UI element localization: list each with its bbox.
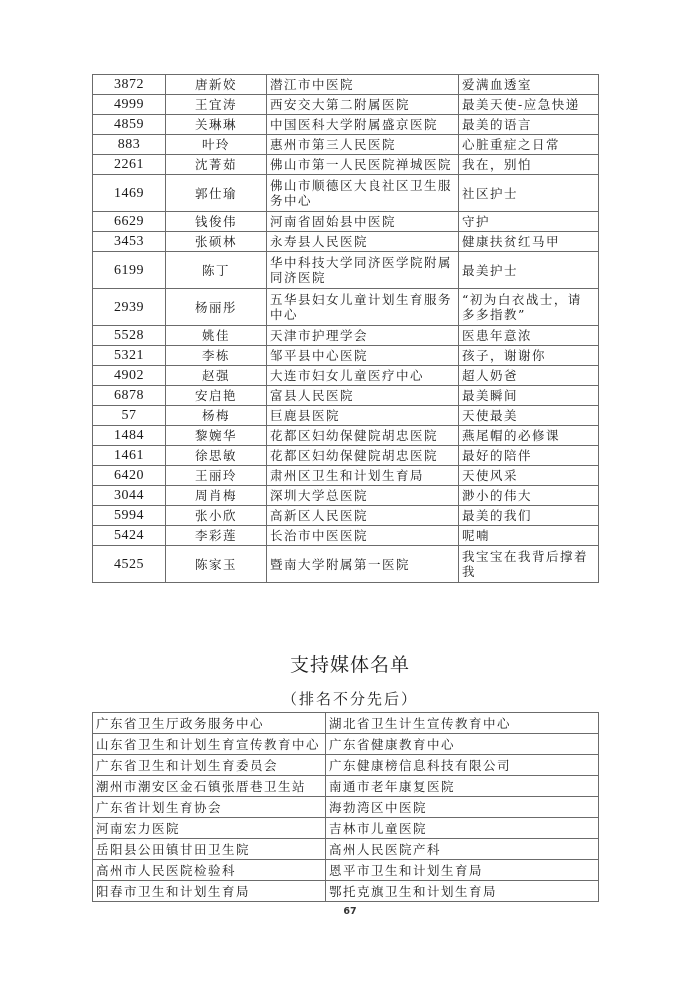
work-title-cell: 最美的语言 bbox=[459, 115, 599, 135]
organization-cell: 佛山市第一人民医院禅城医院 bbox=[267, 155, 459, 175]
media-name-cell: 河南宏力医院 bbox=[93, 818, 326, 839]
media-name-cell: 广东省计划生育协会 bbox=[93, 797, 326, 818]
work-title-cell: 最美瞬间 bbox=[459, 386, 599, 406]
table-row bbox=[93, 386, 599, 406]
entry-id-cell: 6199 bbox=[93, 252, 166, 289]
table-row bbox=[93, 486, 599, 506]
work-title-cell: 我在，别怕 bbox=[459, 155, 599, 175]
entry-id-cell: 5994 bbox=[93, 506, 166, 526]
table-row bbox=[93, 466, 599, 486]
organization-cell: 西安交大第二附属医院 bbox=[267, 95, 459, 115]
media-name-cell: 广东省健康教育中心 bbox=[326, 734, 599, 755]
work-title-cell: 医患年意浓 bbox=[459, 326, 599, 346]
entry-id-cell: 1484 bbox=[93, 426, 166, 446]
entry-id-cell: 1461 bbox=[93, 446, 166, 466]
table-row bbox=[93, 818, 599, 839]
organization-cell: 肃州区卫生和计划生育局 bbox=[267, 466, 459, 486]
name-cell: 安启艳 bbox=[166, 386, 267, 406]
media-name-cell: 湖北省卫生计生宣传教育中心 bbox=[326, 713, 599, 734]
organization-cell: 花都区妇幼保健院胡忠医院 bbox=[267, 426, 459, 446]
table-row bbox=[93, 406, 599, 426]
name-cell: 杨丽彤 bbox=[166, 289, 267, 326]
work-title-cell: 天使风采 bbox=[459, 466, 599, 486]
name-cell: 张硕林 bbox=[166, 232, 267, 252]
organization-cell: 长治市中医医院 bbox=[267, 526, 459, 546]
entry-id-cell: 6420 bbox=[93, 466, 166, 486]
table-row bbox=[93, 289, 599, 326]
entry-id-cell: 2261 bbox=[93, 155, 166, 175]
entry-id-cell: 2939 bbox=[93, 289, 166, 326]
entry-id-cell: 5528 bbox=[93, 326, 166, 346]
work-title-cell: 渺小的伟大 bbox=[459, 486, 599, 506]
name-cell: 叶玲 bbox=[166, 135, 267, 155]
name-cell: 赵强 bbox=[166, 366, 267, 386]
table-row bbox=[93, 175, 599, 212]
media-name-cell: 恩平市卫生和计划生育局 bbox=[326, 860, 599, 881]
entry-id-cell: 6629 bbox=[93, 212, 166, 232]
entry-id-cell: 3872 bbox=[93, 75, 166, 95]
organization-cell: 邹平县中心医院 bbox=[267, 346, 459, 366]
entry-id-cell: 883 bbox=[93, 135, 166, 155]
table-row bbox=[93, 713, 599, 734]
table-row bbox=[93, 839, 599, 860]
organization-cell: 富县人民医院 bbox=[267, 386, 459, 406]
media-name-cell: 广东省卫生厅政务服务中心 bbox=[93, 713, 326, 734]
organization-cell: 大连市妇女儿童医疗中心 bbox=[267, 366, 459, 386]
name-cell: 关琳琳 bbox=[166, 115, 267, 135]
organization-cell: 佛山市顺德区大良社区卫生服务中心 bbox=[267, 175, 459, 212]
name-cell: 杨梅 bbox=[166, 406, 267, 426]
name-cell: 唐新姣 bbox=[166, 75, 267, 95]
work-title-cell: 孩子，谢谢你 bbox=[459, 346, 599, 366]
name-cell: 李彩莲 bbox=[166, 526, 267, 546]
entry-id-cell: 5321 bbox=[93, 346, 166, 366]
work-title-cell: 超人奶爸 bbox=[459, 366, 599, 386]
organization-cell: 中国医科大学附属盛京医院 bbox=[267, 115, 459, 135]
organization-cell: 巨鹿县医院 bbox=[267, 406, 459, 426]
work-title-cell: 我宝宝在我背后撑着我 bbox=[459, 546, 599, 583]
organization-cell: 高新区人民医院 bbox=[267, 506, 459, 526]
work-title-cell: 守护 bbox=[459, 212, 599, 232]
organization-cell: 暨南大学附属第一医院 bbox=[267, 546, 459, 583]
table-row bbox=[93, 881, 599, 902]
table-row bbox=[93, 75, 599, 95]
name-cell: 陈家玉 bbox=[166, 546, 267, 583]
work-title-cell: 燕尾帽的必修课 bbox=[459, 426, 599, 446]
name-cell: 陈丁 bbox=[166, 252, 267, 289]
page-number: 67 bbox=[343, 906, 357, 917]
media-name-cell: 山东省卫生和计划生育宣传教育中心 bbox=[93, 734, 326, 755]
media-name-cell: 高州市人民医院检验科 bbox=[93, 860, 326, 881]
organization-cell: 潜江市中医院 bbox=[267, 75, 459, 95]
name-cell: 沈菁茹 bbox=[166, 155, 267, 175]
name-cell: 周肖梅 bbox=[166, 486, 267, 506]
table-row bbox=[93, 426, 599, 446]
entry-id-cell: 57 bbox=[93, 406, 166, 426]
media-name-cell: 吉林市儿童医院 bbox=[326, 818, 599, 839]
organization-cell: 惠州市第三人民医院 bbox=[267, 135, 459, 155]
organization-cell: 华中科技大学同济医学院附属同济医院 bbox=[267, 252, 459, 289]
table-row bbox=[93, 546, 599, 583]
media-name-cell: 鄂托克旗卫生和计划生育局 bbox=[326, 881, 599, 902]
work-title-cell: “初为白衣战士，请多多指教” bbox=[459, 289, 599, 326]
table-row bbox=[93, 506, 599, 526]
table-row bbox=[93, 797, 599, 818]
table-row bbox=[93, 212, 599, 232]
name-cell: 张小欣 bbox=[166, 506, 267, 526]
entry-id-cell: 3453 bbox=[93, 232, 166, 252]
media-name-cell: 岳阳县公田镇甘田卫生院 bbox=[93, 839, 326, 860]
table-row bbox=[93, 95, 599, 115]
media-name-cell: 广东省卫生和计划生育委员会 bbox=[93, 755, 326, 776]
work-title-cell: 最美天使-应急快递 bbox=[459, 95, 599, 115]
winners-table bbox=[92, 74, 599, 583]
organization-cell: 天津市护理学会 bbox=[267, 326, 459, 346]
entry-id-cell: 3044 bbox=[93, 486, 166, 506]
media-list-subtitle: （排名不分先后） bbox=[281, 690, 418, 708]
entry-id-cell: 4525 bbox=[93, 546, 166, 583]
table-row bbox=[93, 326, 599, 346]
entry-id-cell: 4859 bbox=[93, 115, 166, 135]
table-row bbox=[93, 155, 599, 175]
work-title-cell: 心脏重症之日常 bbox=[459, 135, 599, 155]
name-cell: 姚佳 bbox=[166, 326, 267, 346]
media-name-cell: 阳春市卫生和计划生育局 bbox=[93, 881, 326, 902]
entry-id-cell: 5424 bbox=[93, 526, 166, 546]
media-name-cell: 高州人民医院产科 bbox=[326, 839, 599, 860]
organization-cell: 河南省固始县中医院 bbox=[267, 212, 459, 232]
name-cell: 黎婉华 bbox=[166, 426, 267, 446]
table-row bbox=[93, 755, 599, 776]
work-title-cell: 最好的陪伴 bbox=[459, 446, 599, 466]
table-row bbox=[93, 252, 599, 289]
organization-cell: 深圳大学总医院 bbox=[267, 486, 459, 506]
table-row bbox=[93, 135, 599, 155]
work-title-cell: 健康扶贫红马甲 bbox=[459, 232, 599, 252]
name-cell: 王丽玲 bbox=[166, 466, 267, 486]
work-title-cell: 呢喃 bbox=[459, 526, 599, 546]
table-row bbox=[93, 526, 599, 546]
name-cell: 徐思敏 bbox=[166, 446, 267, 466]
entry-id-cell: 4999 bbox=[93, 95, 166, 115]
table-row bbox=[93, 232, 599, 252]
table-row bbox=[93, 734, 599, 755]
work-title-cell: 最美护士 bbox=[459, 252, 599, 289]
entry-id-cell: 6878 bbox=[93, 386, 166, 406]
work-title-cell: 最美的我们 bbox=[459, 506, 599, 526]
table-row bbox=[93, 446, 599, 466]
name-cell: 钱俊伟 bbox=[166, 212, 267, 232]
media-name-cell: 潮州市潮安区金石镇张厝巷卫生站 bbox=[93, 776, 326, 797]
organization-cell: 花都区妇幼保健院胡忠医院 bbox=[267, 446, 459, 466]
table-row bbox=[93, 346, 599, 366]
organization-cell: 五华县妇女儿童计划生育服务中心 bbox=[267, 289, 459, 326]
media-name-cell: 南通市老年康复医院 bbox=[326, 776, 599, 797]
work-title-cell: 社区护士 bbox=[459, 175, 599, 212]
name-cell: 李栋 bbox=[166, 346, 267, 366]
media-name-cell: 海勃湾区中医院 bbox=[326, 797, 599, 818]
name-cell: 郭仕瑜 bbox=[166, 175, 267, 212]
entry-id-cell: 4902 bbox=[93, 366, 166, 386]
media-table bbox=[92, 712, 599, 902]
work-title-cell: 天使最美 bbox=[459, 406, 599, 426]
media-list-title: 支持媒体名单 bbox=[289, 654, 410, 676]
table-row bbox=[93, 366, 599, 386]
table-row bbox=[93, 115, 599, 135]
media-name-cell: 广东健康榜信息科技有限公司 bbox=[326, 755, 599, 776]
table-row bbox=[93, 860, 599, 881]
name-cell: 王宜涛 bbox=[166, 95, 267, 115]
organization-cell: 永寿县人民医院 bbox=[267, 232, 459, 252]
work-title-cell: 爱满血透室 bbox=[459, 75, 599, 95]
table-row bbox=[93, 776, 599, 797]
entry-id-cell: 1469 bbox=[93, 175, 166, 212]
